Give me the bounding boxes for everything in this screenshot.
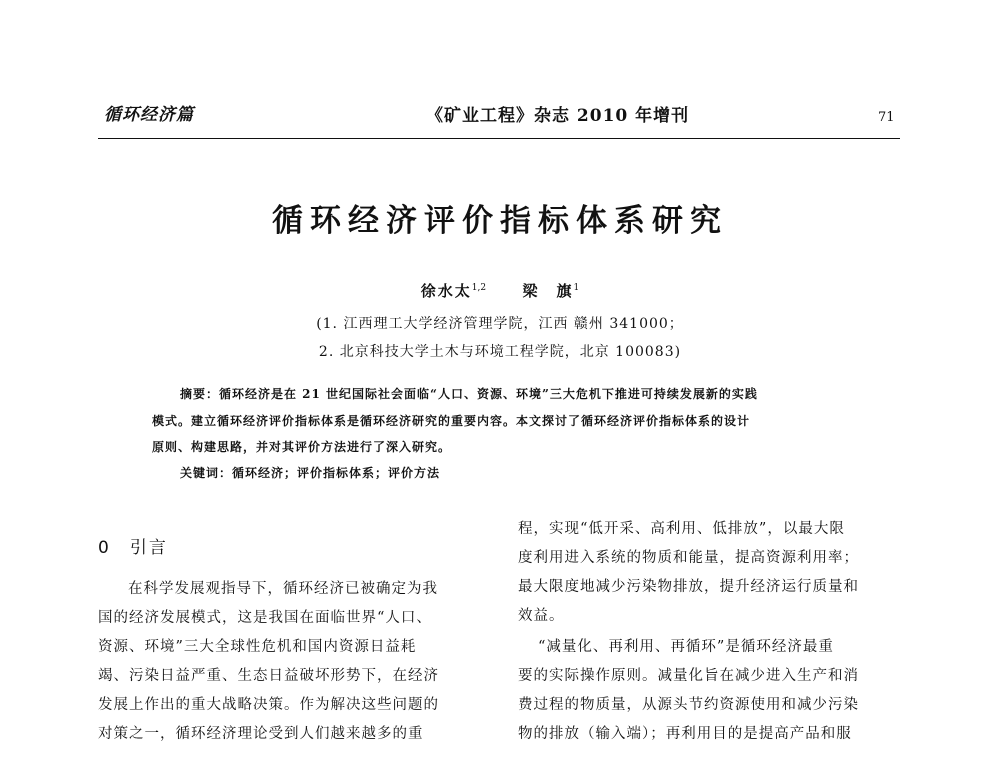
author-line	[0, 280, 1000, 301]
affiliation: 2. 北京科技大学土木与环境工程学院，北京 100083)	[318, 344, 682, 360]
abstract-line: 摘要：循环经济是在 21 世纪国际社会面临“人口、资源、环境”三大危机下推进可持续发展新的实践	[180, 387, 758, 401]
keywords: 关键词：循环经济；评价指标体系；评价方法	[180, 466, 441, 480]
section-heading: 0 引言	[98, 538, 168, 558]
abstract-line: 模式。建立循环经济评价指标体系是循环经济研究的重要内容。本文探讨了循环经济评价指标体系的设计	[152, 414, 751, 428]
body-line: 对策之一，循环经济理论受到人们越来越多的重	[98, 726, 424, 742]
affiliation: (1. 江西理工大学经济管理学院，江西 赣州 341000；	[316, 316, 684, 332]
section-tag: 循环经济篇	[104, 105, 194, 125]
author-affiliation-mark: 1	[573, 283, 580, 293]
author-name: 梁 旗	[522, 282, 574, 300]
journal-title: 《矿业工程》杂志 2010 年增刊	[426, 106, 690, 126]
body-line: 效益。	[518, 608, 565, 624]
paper-title: 循环经济评价指标体系研究	[272, 203, 728, 239]
body-line: 发展上作出的重大战略决策。作为解决这些问题的	[98, 697, 439, 713]
body-line: 在科学发展观指导下，循环经济已被确定为我	[128, 581, 438, 597]
body-line: 最大限度地减少污染物排放，提升经济运行质量和	[518, 579, 859, 595]
body-line: 资源、环境”三大全球性危机和国内资源日益耗	[98, 639, 417, 655]
body-line: 国的经济发展模式，这是我国在面临世界“人口、	[98, 610, 432, 626]
author-name: 徐水太	[420, 282, 472, 300]
header-rule	[98, 138, 900, 139]
author-affiliation-mark: 1,2	[471, 283, 487, 293]
abstract-line: 原则、构建思路，并对其评价方法进行了深入研究。	[152, 440, 452, 454]
body-line: 费过程的物质量，从源头节约资源使用和减少污染	[518, 697, 859, 713]
page-number: 71	[878, 110, 895, 125]
body-line: “减量化、再利用、再循环”是循环经济最重	[538, 639, 834, 655]
body-line: 要的实际操作原则。减量化旨在减少进入生产和消	[518, 668, 859, 684]
body-line: 物的排放（输入端）；再利用目的是提高产品和服	[518, 726, 852, 742]
body-line: 竭、污染日益严重、生态日益破坏形势下，在经济	[98, 668, 439, 684]
body-line: 程，实现“低开采、高利用、低排放”，以最大限	[518, 521, 845, 537]
body-line: 度利用进入系统的物质和能量，提高资源利用率；	[518, 550, 859, 566]
